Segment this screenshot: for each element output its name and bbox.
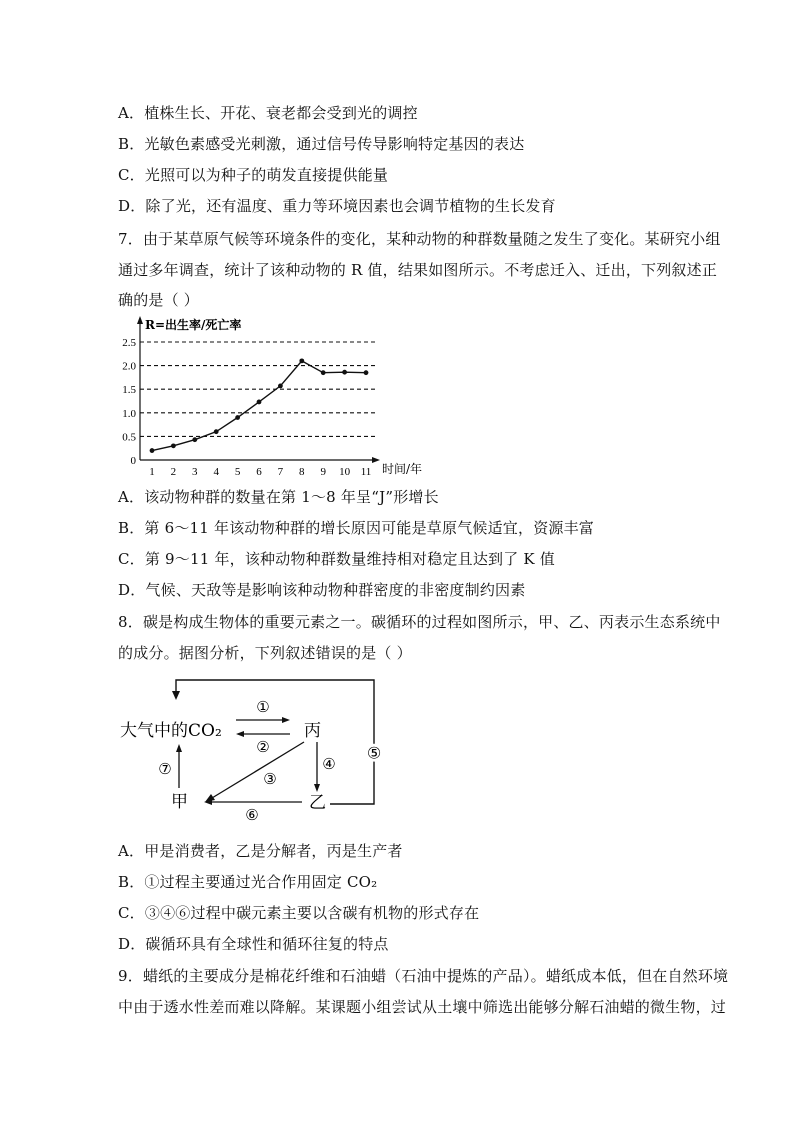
atmosphere-co2-label: 大气中的CO₂ [120, 721, 222, 741]
q7-option-c: C．第 9～11 年，该种动物种群数量维持相对稳定且达到了 K 值 [118, 550, 555, 568]
x-tick-label: 11 [360, 466, 372, 478]
q6-option-a: A．植株生长、开花、衰老都会受到光的调控 [118, 104, 418, 122]
data-point-year-7 [278, 383, 283, 388]
arrow-6-label: ⑥ [245, 806, 259, 824]
q8-option-b: B．①过程主要通过光合作用固定 CO₂ [118, 873, 378, 891]
q9-stem-line-1: 9．蜡纸的主要成分是棉花纤维和石油蜡（石油中提炼的产品）。蜡纸成本低，但在自然环境 [118, 967, 729, 985]
y-tick-label: 2.0 [122, 360, 136, 373]
data-point-year-8 [299, 358, 304, 363]
arrow-3-label: ③ [263, 770, 277, 788]
q6-option-b: B．光敏色素感受光刺激，通过信号传导影响特定基因的表达 [118, 135, 525, 153]
q7-stem-line-2: 通过多年调查，统计了该种动物的 R 值，结果如图所示。不考虑迁入、迁出，下列叙述正 [118, 261, 718, 279]
x-tick-label: 6 [256, 466, 262, 478]
q7-stem-line-1: 7．由于某草原气候等环境条件的变化，某种动物的种群数量随之发生了变化。某研究小组 [118, 230, 721, 248]
arrow-5-head [172, 691, 180, 700]
data-point-year-5 [235, 415, 240, 420]
x-tick-label: 5 [234, 466, 241, 478]
arrow-2-label: ② [256, 738, 270, 756]
bing-label: 丙 [304, 721, 321, 741]
arrow-7-label: ⑦ [158, 760, 172, 778]
x-tick-label: 4 [213, 466, 219, 478]
y-tick-labels [122, 337, 136, 467]
data-point-year-11 [364, 370, 369, 375]
arrow-4-label: ④ [322, 755, 336, 773]
chart-grid [140, 342, 376, 436]
arrow-4-head [314, 784, 320, 792]
data-point-year-6 [257, 400, 262, 405]
q9-stem-line-2: 中由于透水性差而难以降解。某课题小组尝试从土壤中筛选出能够分解石油蜡的微生物，过 [118, 998, 727, 1016]
q6-option-c: C．光照可以为种子的萌发直接提供能量 [118, 166, 389, 184]
q7-option-d: D．气候、天敌等是影响该种动物种群密度的非密度制约因素 [118, 581, 526, 599]
x-tick-label: 1 [149, 466, 155, 478]
yi-label: 乙 [309, 793, 326, 813]
data-point-year-10 [342, 370, 347, 375]
arrow-2-head [236, 731, 244, 737]
x-axis-arrow [372, 457, 380, 463]
x-tick-label: 2 [170, 466, 177, 478]
data-point-year-1 [150, 448, 155, 453]
q7-option-a: A．该动物种群的数量在第 1～8 年呈“J”形增长 [118, 488, 439, 506]
carbon-cycle-diagram [118, 676, 382, 826]
y-tick-label: 1.0 [122, 407, 136, 420]
q7-option-b: B．第 6～11 年该动物种群的增长原因可能是草原气候适宜，资源丰富 [118, 519, 594, 537]
jia-label: 甲 [171, 792, 188, 812]
arrow-7-head [176, 744, 182, 752]
x-tick-label: 3 [192, 466, 198, 478]
x-tick-label: 8 [299, 466, 305, 478]
q8-stem-line-2: 的成分。据图分析，下列叙述错误的是（ ） [118, 644, 412, 662]
r-value-line-chart [118, 314, 448, 478]
y-tick-label: 1.5 [122, 384, 136, 397]
data-point-year-9 [321, 370, 326, 375]
y-axis-arrow [137, 316, 143, 324]
q8-option-c: C．③④⑥过程中碳元素主要以含碳有机物的形式存在 [118, 904, 480, 922]
x-axis-label: 时间/年 [382, 462, 423, 476]
arrow-5-label: ⑤ [366, 743, 382, 763]
x-tick-label: 9 [320, 466, 326, 478]
arrow-1-head [282, 717, 290, 723]
x-tick-labels [149, 466, 371, 478]
data-point-year-3 [192, 437, 197, 442]
y-tick-label: 0.5 [122, 431, 136, 444]
y-axis-label: R=出生率/死亡率 [145, 318, 242, 332]
q8-option-d: D．碳循环具有全球性和循环往复的特点 [118, 935, 389, 953]
x-tick-label: 10 [339, 466, 351, 478]
y-tick-label: 0 [130, 455, 136, 467]
q7-stem-line-3: 确的是（ ） [118, 291, 199, 309]
y-tick-label: 2.5 [122, 337, 136, 349]
q6-option-d: D．除了光，还有温度、重力等环境因素也会调节植物的生长发育 [118, 197, 556, 215]
arrow-1-label: ① [256, 698, 270, 716]
data-point-year-4 [214, 429, 219, 434]
q8-option-a: A．甲是消费者，乙是分解者，丙是生产者 [118, 842, 403, 860]
x-tick-label: 7 [277, 466, 284, 478]
data-point-year-2 [171, 443, 176, 448]
series-line-r [152, 361, 366, 451]
q8-stem-line-1: 8．碳是构成生物体的重要元素之一。碳循环的过程如图所示，甲、乙、丙表示生态系统中 [118, 613, 721, 631]
